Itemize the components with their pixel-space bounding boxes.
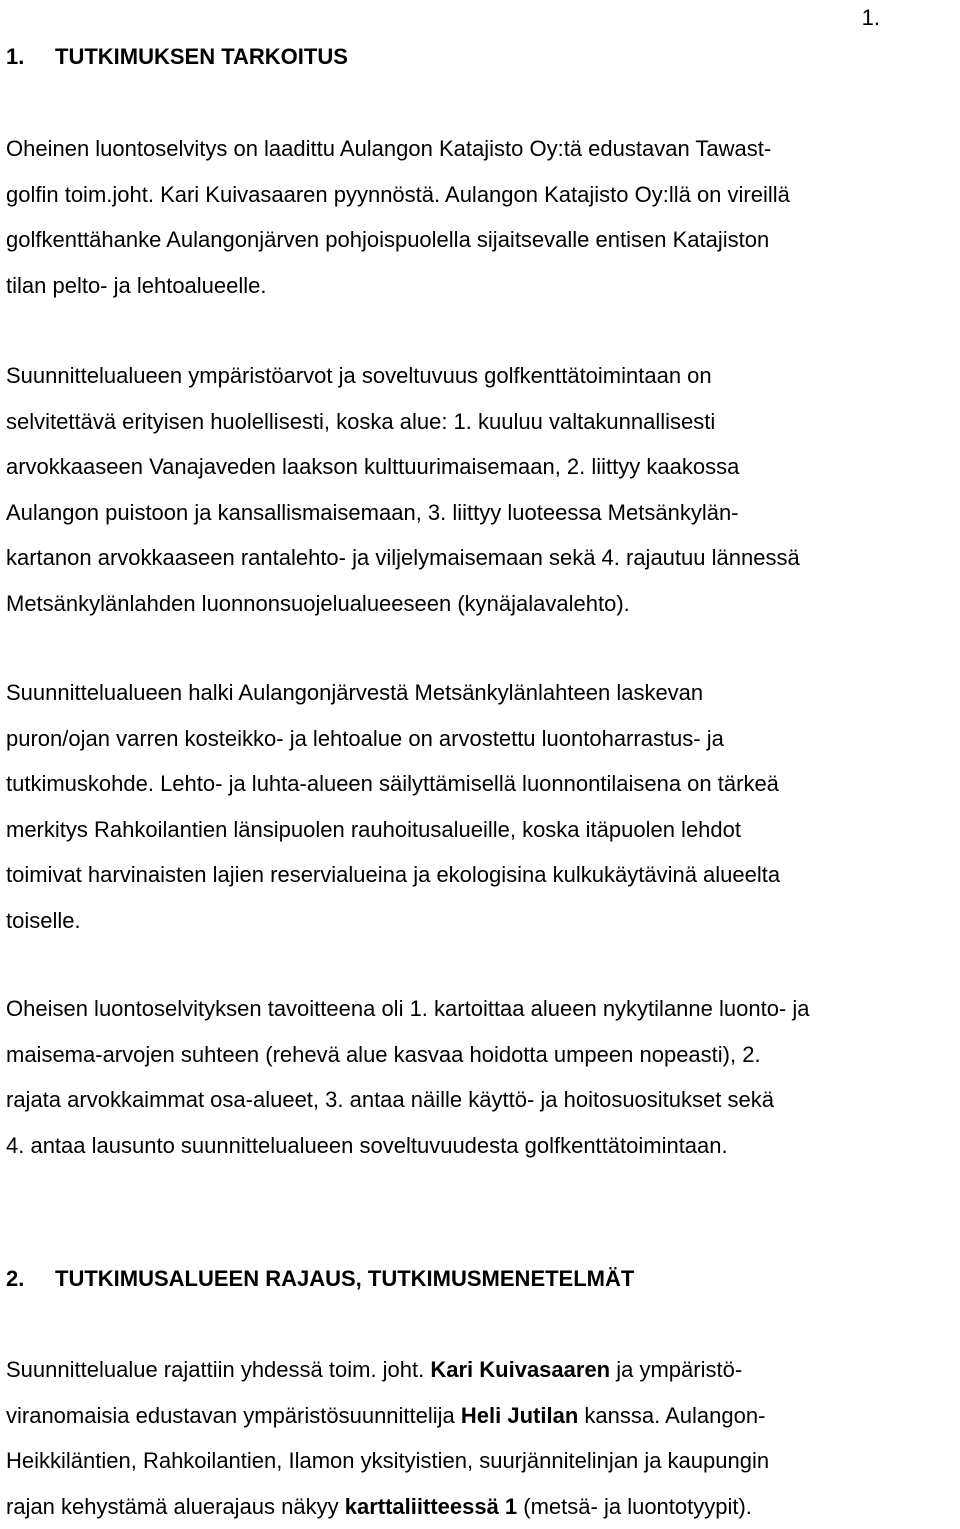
paragraph-line: arvokkaaseen Vanajaveden laakson kulttuurimaisemaan, 2. liittyy kaakossa xyxy=(6,454,740,480)
paragraph-line: tilan pelto- ja lehtoalueelle. xyxy=(6,272,267,298)
paragraph-1 xyxy=(6,126,960,308)
paragraph-5 xyxy=(6,1347,960,1529)
section-2-title: TUTKIMUSALUEEN RAJAUS, TUTKIMUSMENETELMÄT xyxy=(55,1266,635,1291)
text-run: ja ympäristö- xyxy=(610,1357,743,1382)
text-run: rajan kehystämä aluerajaus näkyy xyxy=(6,1493,345,1519)
bold-name: Heli Jutilan xyxy=(460,1402,579,1428)
paragraph-line: puron/ojan varren kosteikko- ja lehtoalue on arvostettu luontoharrastus- ja xyxy=(6,725,724,751)
paragraph-line: selvitettävä erityisen huolellisesti, koska alue: 1. kuuluu valtakunnallisesti xyxy=(6,408,716,434)
paragraph-2 xyxy=(6,353,960,627)
paragraph-line: maisema-arvojen suhteen (rehevä alue kasvaa hoidotta umpeen nopeasti), 2. xyxy=(6,1041,761,1067)
text-run: (metsä- ja luontotyypit). xyxy=(517,1493,752,1519)
paragraph-line: kartanon arvokkaaseen rantalehto- ja viljelymaisemaan sekä 4. rajautuu lännessä xyxy=(6,545,800,571)
paragraph-line: 4. antaa lausunto suunnittelualueen soveltuvuudesta golfkenttätoimintaan. xyxy=(6,1132,728,1158)
paragraph-line: toimivat harvinaisten lajien reservialueina ja ekologisina kulkukäytävinä alueelta xyxy=(6,862,781,888)
text-run: kanssa. Aulangon- xyxy=(578,1402,766,1428)
section-1-title: TUTKIMUKSEN TARKOITUS xyxy=(55,44,348,69)
text-run: Suunnittelualue rajattiin yhdessä toim. joht. xyxy=(6,1357,431,1382)
paragraph-line: Suunnittelualueen ympäristöarvot ja soveltuvuus golfkenttätoimintaan on xyxy=(6,363,712,388)
text-run: viranomaisia edustavan ympäristösuunnittelija xyxy=(6,1402,461,1428)
section-1-heading xyxy=(6,44,348,70)
paragraph-line: tutkimuskohde. Lehto- ja luhta-alueen säilyttämisellä luonnontilaisena on tärkeä xyxy=(6,771,779,797)
paragraph-line: golfin toim.joht. Kari Kuivasaaren pyynnöstä. Aulangon Katajisto Oy:llä on vireillä xyxy=(6,181,790,207)
paragraph-line: Oheisen luontoselvityksen tavoitteena oli 1. kartoittaa alueen nykytilanne luonto- ja xyxy=(6,996,810,1021)
section-1-number: 1. xyxy=(6,44,25,69)
section-2-heading xyxy=(6,1266,634,1292)
paragraph-line: rajata arvokkaimmat osa-alueet, 3. antaa näille käyttö- ja hoitosuositukset sekä xyxy=(6,1087,774,1113)
paragraph-line xyxy=(6,1393,960,1439)
paragraph-line: Heikkiläntien, Rahkoilantien, Ilamon yksityistien, suurjännitelinjan ja kaupungin xyxy=(6,1448,770,1474)
paragraph-line: golfkenttähanke Aulangonjärven pohjoispuolella sijaitsevalle entisen Katajiston xyxy=(6,227,770,253)
paragraph-line: Metsänkylänlahden luonnonsuojelualueeseen (kynäjalavalehto). xyxy=(6,590,630,616)
section-2-number: 2. xyxy=(6,1266,25,1291)
bold-reference: karttaliitteessä 1 xyxy=(344,1493,518,1519)
paragraph-4 xyxy=(6,986,960,1168)
paragraph-line: Oheinen luontoselvitys on laadittu Aulangon Katajisto Oy:tä edustavan Tawast- xyxy=(6,136,772,161)
page-number: 1. xyxy=(861,5,880,30)
paragraph-line: Aulangon puistoon ja kansallismaisemaan, 3. liittyy luoteessa Metsänkylän- xyxy=(6,499,739,525)
paragraph-line: toiselle. xyxy=(6,907,81,933)
paragraph-line: merkitys Rahkoilantien länsipuolen rauhoitusalueille, koska itäpuolen lehdot xyxy=(6,816,742,842)
paragraph-line xyxy=(6,1347,960,1393)
paragraph-3 xyxy=(6,670,960,944)
paragraph-line: Suunnittelualueen halki Aulangonjärvestä Metsänkylänlahteen laskevan xyxy=(6,680,704,705)
paragraph-line xyxy=(6,1484,960,1529)
bold-name: Kari Kuivasaaren xyxy=(430,1357,611,1382)
